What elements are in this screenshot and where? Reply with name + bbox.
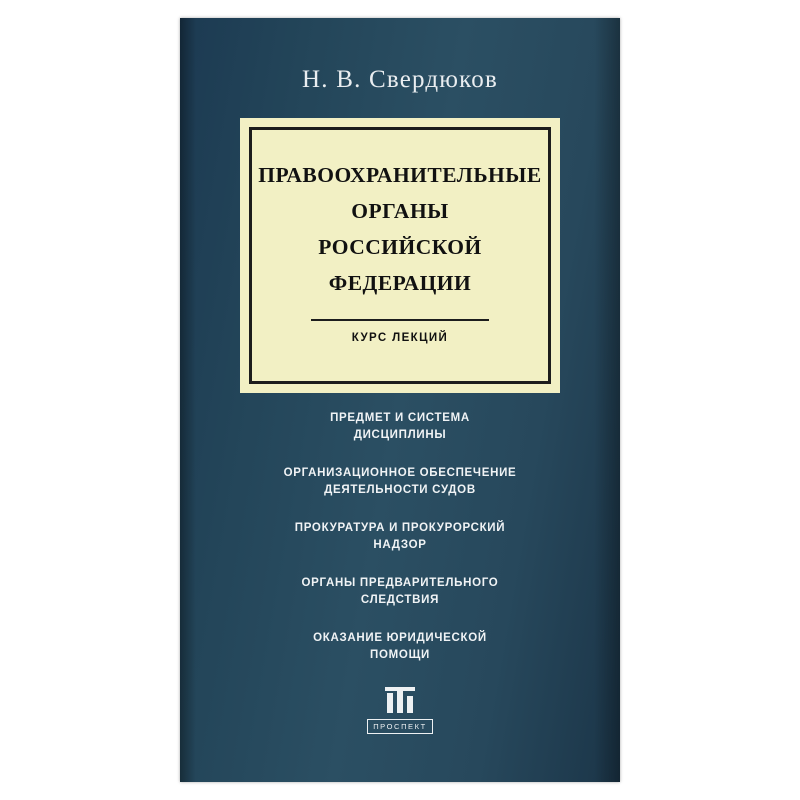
title-line-4: ФЕДЕРАЦИИ (328, 271, 472, 295)
cover-spine-shading (180, 18, 196, 782)
topic-item: ОРГАНЫ ПРЕДВАРИТЕЛЬНОГО СЛЕДСТВИЯ (301, 577, 499, 606)
logo-column (387, 693, 393, 713)
title-panel (240, 118, 560, 393)
topic-item: ПРЕДМЕТ И СИСТЕМА ДИСЦИПЛИНЫ (330, 412, 470, 441)
book-cover (180, 18, 620, 782)
publisher-block (180, 687, 620, 734)
logo-column (407, 696, 413, 713)
subtitle-block (246, 319, 554, 344)
title-line-2: ОРГАНЫ (351, 199, 449, 223)
topic-item: ПРОКУРАТУРА И ПРОКУРОРСКИЙ НАДЗОР (294, 522, 506, 551)
book-title (246, 157, 554, 301)
subtitle-divider (311, 319, 489, 321)
topic-item: ОРГАНИЗАЦИОННОЕ ОБЕСПЕЧЕНИЕ ДЕЯТЕЛЬНОСТИ СУДОВ (283, 467, 517, 496)
publisher-logo (367, 687, 433, 734)
title-line-1: ПРАВООХРАНИТЕЛЬНЫЕ (258, 163, 542, 187)
cover-edge-shading (594, 18, 620, 782)
prospekt-columns-icon (385, 687, 415, 713)
topic-list (230, 410, 570, 685)
publisher-name: ПРОСПЕКТ (367, 719, 433, 734)
logo-column (397, 689, 403, 713)
topic-item: ОКАЗАНИЕ ЮРИДИЧЕСКОЙ ПОМОЩИ (313, 632, 487, 661)
book-subtitle: КУРС ЛЕКЦИЙ (351, 331, 449, 344)
title-line-3: РОССИЙСКОЙ (318, 235, 482, 259)
author-name: Н. В. Свердюков (302, 66, 498, 93)
